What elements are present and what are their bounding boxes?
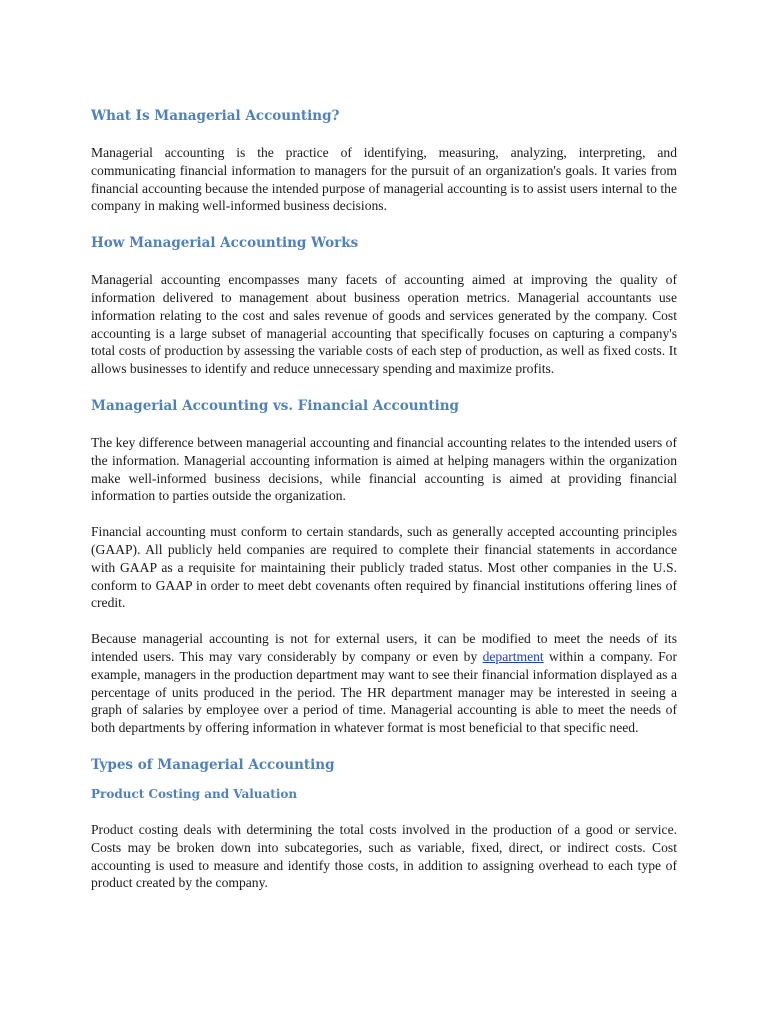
heading-managerial-vs-financial: Managerial Accounting vs. Financial Accounting <box>91 397 459 414</box>
paragraph-vs-3-text-before: Because managerial accounting is not for external users, it can be modified to meet the needs of its intended users. This may vary considerably by company or even by <box>91 631 677 664</box>
heading-types-of-managerial-accounting: Types of Managerial Accounting <box>91 756 335 773</box>
paragraph-vs-3 <box>91 630 677 737</box>
heading-what-is-managerial-accounting: What Is Managerial Accounting? <box>91 108 340 124</box>
paragraph-vs-2: Financial accounting must conform to certain standards, such as generally accepted accounting principles (GAAP). All publicly held companies are required to complete their financial statements in accordance with GAAP as a requisite for maintaining their publicly traded status. Most other companies in the U.S. conform to GAAP in order to meet debt covenants often required by financial institutions offering lines of credit. <box>91 524 677 611</box>
paragraph-vs-3-text-after: within a company. For example, managers in the production department may want to see their financial information displayed as a percentage of units produced in the period. The HR department manager may be interested in seeing a graph of salaries by employee over a period of time. Managerial accounting is able to meet the needs of both departments by offering information in whatever format is most beneficial to that specific need. <box>91 648 677 736</box>
heading-how-managerial-accounting-works: How Managerial Accounting Works <box>91 235 359 252</box>
paragraph-how-1: Managerial accounting encompasses many facets of accounting aimed at improving the quality of information delivered to management about business operation metrics. Managerial accountants use information relating to the cost and sales revenue of goods and services generated by the company. Cost accounting is a large subset of managerial accounting that specifically focuses on capturing a company's total costs of production by assessing the variable costs of each step of production, as well as fixed costs. It allows businesses to identify and reduce unnecessary spending and maximize profits. <box>91 272 677 377</box>
department-link[interactable]: department <box>482 648 544 664</box>
paragraph-product-costing-1: Product costing deals with determining the total costs involved in the production of a good or service. Costs may be broken down into subcategories, such as variable, fixed, direct, or indirect costs. Cost accounting is used to measure and identify those costs, in addition to assigning overhead to each type of product created by the company. <box>91 821 677 891</box>
paragraph-vs-1: The key difference between managerial accounting and financial accounting relates to the intended users of the information. Managerial accounting information is aimed at helping managers within the organization make well-informed business decisions, while financial accounting is aimed at providing financial information to parties outside the organization. <box>91 434 677 504</box>
paragraph-what-1: Managerial accounting is the practice of identifying, measuring, analyzing, interpreting, and communicating financial information to managers for the pursuit of an organization's goals. It varies from financial accounting because the intended purpose of managerial accounting is to assist users internal to the company in making well-informed business decisions. <box>91 145 677 214</box>
subheading-product-costing: Product Costing and Valuation <box>91 786 298 801</box>
